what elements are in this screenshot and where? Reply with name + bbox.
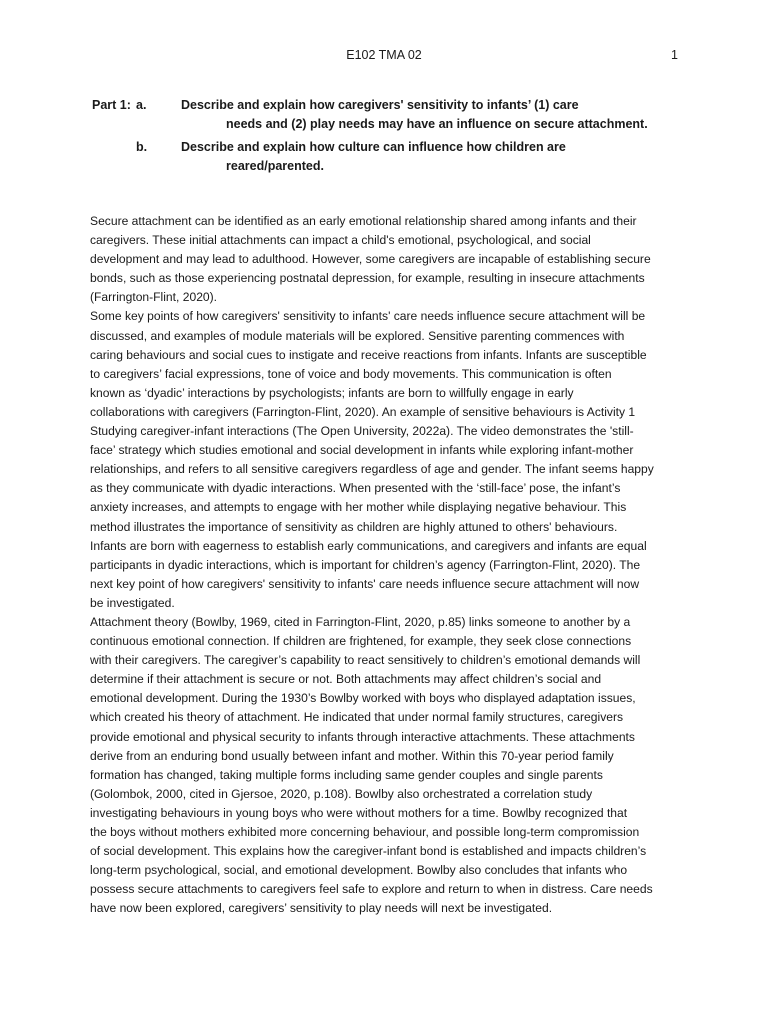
paragraph-line: Secure attachment can be identified as an early emotional relationship shared among infants and their bbox=[90, 214, 637, 228]
question-a bbox=[92, 96, 692, 133]
essay-body bbox=[90, 212, 682, 918]
paragraph-line: caring behaviours and social cues to instigate and receive reactions from infants. Infants are susceptible bbox=[90, 347, 647, 362]
paragraph-line: collaborations with caregivers (Farrington-Flint, 2020). An example of sensitive behaviours is Activity 1 bbox=[90, 404, 636, 419]
paragraph-line: participants in dyadic interactions, which is important for children’s agency (Farrington-Flint, 2020). The bbox=[90, 557, 641, 572]
body-paragraph bbox=[90, 307, 682, 613]
question-block bbox=[92, 96, 692, 180]
paragraph-line: known as ‘dyadic’ interactions by psychologists; infants are born to willfully engage in early bbox=[90, 385, 574, 400]
paragraph-line: of social development. This explains how the caregiver-infant bond is established and impacts children’s bbox=[90, 844, 647, 859]
paragraph-line: relationships, and refers to all sensitive caregivers regardless of age and gender. The infant seems happy bbox=[90, 462, 654, 477]
paragraph-line: continuous emotional connection. If children are frightened, for example, they seek close connections bbox=[90, 634, 632, 649]
paragraph-line: formation has changed, taking multiple forms including same gender couples and single parents bbox=[90, 767, 603, 782]
paragraph-line: development and may lead to adulthood. However, some caregivers are incapable of establishing secure bbox=[90, 252, 651, 267]
question-letter: a. bbox=[136, 98, 147, 112]
question-line: reared/parented. bbox=[226, 158, 324, 173]
paragraph-line: derive from an enduring bond usually between infant and mother. Within this 70-year period family bbox=[90, 748, 614, 763]
paragraph-line: face’ strategy which studies emotional and social development in infants while exploring infant-mother bbox=[90, 443, 634, 458]
paragraph-line: next key point of how caregivers' sensitivity to infants' care needs influence secure attachment will now bbox=[90, 576, 640, 591]
paragraph-line: the boys without mothers exhibited more concerning behaviour, and possible long-term compromission bbox=[90, 825, 640, 839]
paragraph-line: possess secure attachments to caregivers feel safe to explore and return to when in distress. Care needs bbox=[90, 882, 653, 897]
paragraph-line: to caregivers’ facial expressions, tone of voice and body movements. This communication is often bbox=[90, 366, 612, 381]
paragraph-line: anxiety increases, and attempts to engage with her mother while displaying negative behaviour. This bbox=[90, 500, 627, 515]
question-text bbox=[181, 96, 692, 133]
body-paragraph bbox=[90, 613, 682, 919]
paragraph-line: provide emotional and physical security to infants through interactive attachments. These attachments bbox=[90, 729, 635, 744]
paragraph-line: with their caregivers. The caregiver’s capability to react sensitively to children’s emotional demands will bbox=[90, 653, 641, 668]
question-line: needs and (2) play needs may have an influence on secure attachment. bbox=[226, 116, 648, 131]
body-paragraph bbox=[90, 212, 682, 307]
paragraph-line: emotional development. During the 1930’s Bowlby worked with boys who displayed adaptation issues, bbox=[90, 691, 636, 706]
question-b bbox=[92, 138, 692, 175]
paragraph-line: have now been explored, caregivers’ sensitivity to play needs will next be investigated. bbox=[90, 901, 553, 916]
paragraph-line: method illustrates the importance of sensitivity as children are highly attuned to others' behaviours. bbox=[90, 519, 618, 534]
paragraph-line: investigating behaviours in young boys who were without mothers for a time. Bowlby recognized that bbox=[90, 805, 628, 820]
paragraph-line: which created his theory of attachment. He indicated that under normal family structures, caregivers bbox=[90, 710, 624, 725]
question-line: Describe and explain how caregivers' sensitivity to infants’ (1) care bbox=[181, 98, 579, 112]
paragraph-line: Attachment theory (Bowlby, 1969, cited in Farrington-Flint, 2020, p.85) links someone to another by a bbox=[90, 614, 631, 629]
paragraph-line: Studying caregiver-infant interactions (The Open University, 2022a). The video demonstrates the 'still- bbox=[90, 424, 634, 439]
question-line: Describe and explain how culture can influence how children are bbox=[181, 140, 566, 154]
paragraph-line: Some key points of how caregivers' sensitivity to infants' care needs influence secure attachment will be bbox=[90, 309, 646, 324]
paragraph-line: as they communicate with dyadic interactions. When presented with the ‘still-face’ pose, the infant’s bbox=[90, 481, 621, 496]
question-text bbox=[181, 138, 692, 175]
paragraph-line: (Farrington-Flint, 2020). bbox=[90, 290, 218, 305]
paragraph-line: determine if their attachment is secure or not. Both attachments may affect children’s social and bbox=[90, 672, 602, 687]
page-number: 1 bbox=[671, 48, 678, 62]
question-letter: b. bbox=[136, 140, 148, 154]
paragraph-line: be investigated. bbox=[90, 595, 175, 610]
header-title: E102 TMA 02 bbox=[346, 48, 422, 62]
paragraph-line: bonds, such as those experiencing postnatal depression, for example, resulting in insecure attachments bbox=[90, 271, 645, 286]
paragraph-line: Infants are born with eagerness to establish early communications, and caregivers and infants are equal bbox=[90, 538, 647, 553]
paragraph-line: discussed, and examples of module materials will be explored. Sensitive parenting commences with bbox=[90, 328, 625, 343]
paragraph-line: caregivers. These initial attachments can impact a child's emotional, psychological, and social bbox=[90, 233, 591, 248]
question-part-label: Part 1: bbox=[92, 98, 131, 112]
paragraph-line: long-term psychological, social, and emotional development. Bowlby also concludes that infants who bbox=[90, 863, 628, 878]
paragraph-line: (Golombok, 2000, cited in Gjersoe, 2020, p.108). Bowlby also orchestrated a correlation study bbox=[90, 786, 593, 801]
